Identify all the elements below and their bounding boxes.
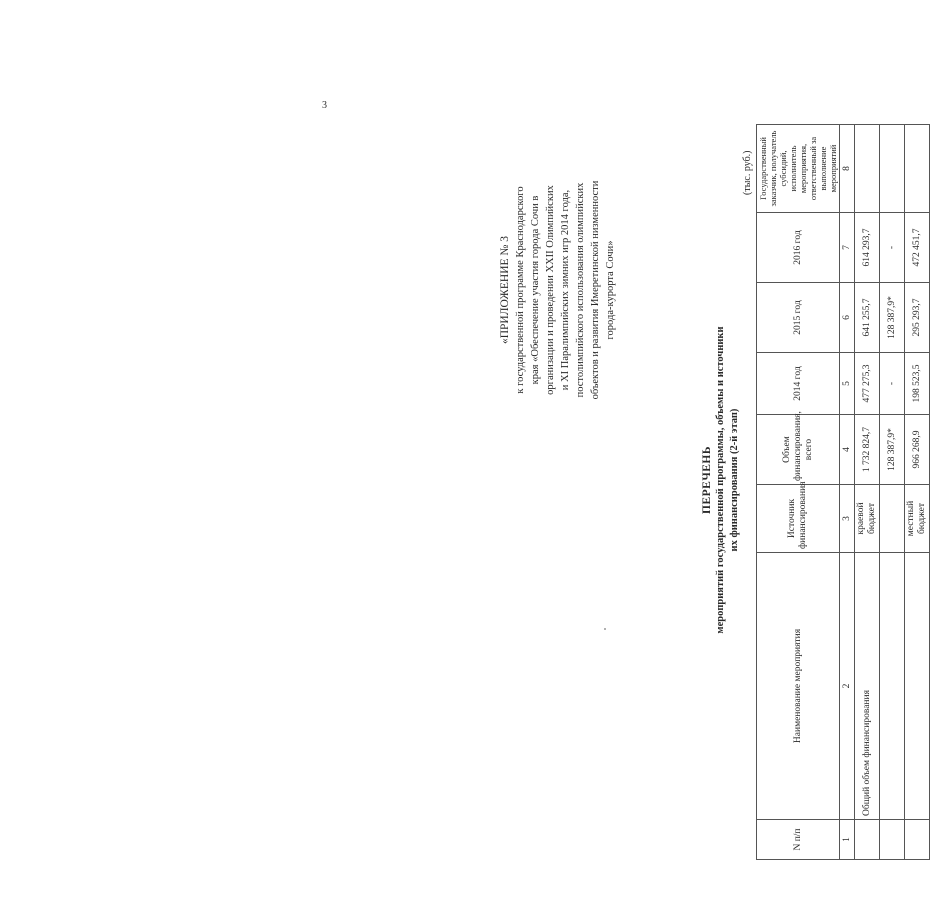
- header-name: Наименование мероприятия: [757, 553, 840, 820]
- scan-artifact: [604, 628, 606, 630]
- header-num: N п/п: [757, 820, 840, 860]
- appendix-title: «ПРИЛОЖЕНИЕ № 3: [499, 236, 511, 345]
- header-2014: 2014 год: [757, 353, 840, 415]
- appendix-line: города-курорта Сочи»: [605, 240, 616, 340]
- table-header-row: [757, 125, 840, 860]
- cell-total: 1 732 824,7: [855, 415, 880, 485]
- cell-2014: 477 275,3: [855, 353, 880, 415]
- heading-line: их финансирования (2-й этап): [729, 408, 740, 552]
- cell-name: Общий объем финансирования: [855, 553, 880, 820]
- cell-2015: 295 293,7: [905, 283, 930, 353]
- cell-customer: [880, 125, 905, 213]
- header-source: Источник финансирования: [757, 485, 840, 553]
- column-number: 3: [840, 485, 855, 553]
- cell-customer: [855, 125, 880, 213]
- document-title: ПЕРЕЧЕНЬ: [701, 446, 713, 514]
- appendix-block: [498, 120, 618, 460]
- heading-line: мероприятий государственной программы, объемы и источники: [715, 326, 726, 634]
- header-total: Объем финансирования, всего: [757, 415, 840, 485]
- cell-2015: 641 255,7: [855, 283, 880, 353]
- table-row: [905, 125, 930, 860]
- header-2015: 2015 год: [757, 283, 840, 353]
- table-row: [855, 125, 880, 860]
- appendix-line: к государственной программе Краснодарского: [515, 186, 526, 394]
- cell-2014: -: [880, 353, 905, 415]
- rotated-sheet: [495, 100, 927, 860]
- column-number: 7: [840, 213, 855, 283]
- cell-source: местный бюджет: [905, 485, 930, 553]
- cell-total: 128 387,9*: [880, 415, 905, 485]
- appendix-line: и XI Паралимпийских зимних игр 2014 года,: [560, 189, 571, 391]
- cell-num: [905, 820, 930, 860]
- appendix-line: постолимпийского использования олимпийских: [575, 182, 586, 398]
- appendix-line: края «Обеспечение участия города Сочи в: [530, 195, 541, 385]
- header-customer: Государственный заказчик, получатель субсидий, исполнитель мероприятия, ответственный за выполнение мероприятий: [757, 125, 840, 213]
- column-number: 1: [840, 820, 855, 860]
- column-number-row: [840, 125, 855, 860]
- column-number: 4: [840, 415, 855, 485]
- column-number: 6: [840, 283, 855, 353]
- column-number: 5: [840, 353, 855, 415]
- column-number: 8: [840, 125, 855, 213]
- column-number: 2: [840, 553, 855, 820]
- cell-num: [880, 820, 905, 860]
- cell-2015: 128 387,9*: [880, 283, 905, 353]
- cell-total: 966 268,9: [905, 415, 930, 485]
- cell-2016: 472 451,7: [905, 213, 930, 283]
- cell-name: [880, 553, 905, 820]
- header-2016: 2016 год: [757, 213, 840, 283]
- funding-table: [756, 124, 930, 860]
- appendix-line: организации и проведении XXII Олимпийских: [545, 185, 556, 395]
- cell-2014: 198 523,5: [905, 353, 930, 415]
- cell-source: краевой бюджет: [855, 485, 880, 553]
- cell-source: [880, 485, 905, 553]
- cell-customer: [905, 125, 930, 213]
- cell-2016: -: [880, 213, 905, 283]
- cell-2016: 614 293,7: [855, 213, 880, 283]
- appendix-line: объектов и развития Имеретинской низменности: [590, 180, 601, 400]
- table-row: [880, 125, 905, 860]
- cell-num: [855, 820, 880, 860]
- cell-name: [905, 553, 930, 820]
- units-label: (тыс. руб.): [742, 150, 753, 195]
- document-heading: [700, 260, 742, 700]
- page-number: 3: [322, 100, 327, 111]
